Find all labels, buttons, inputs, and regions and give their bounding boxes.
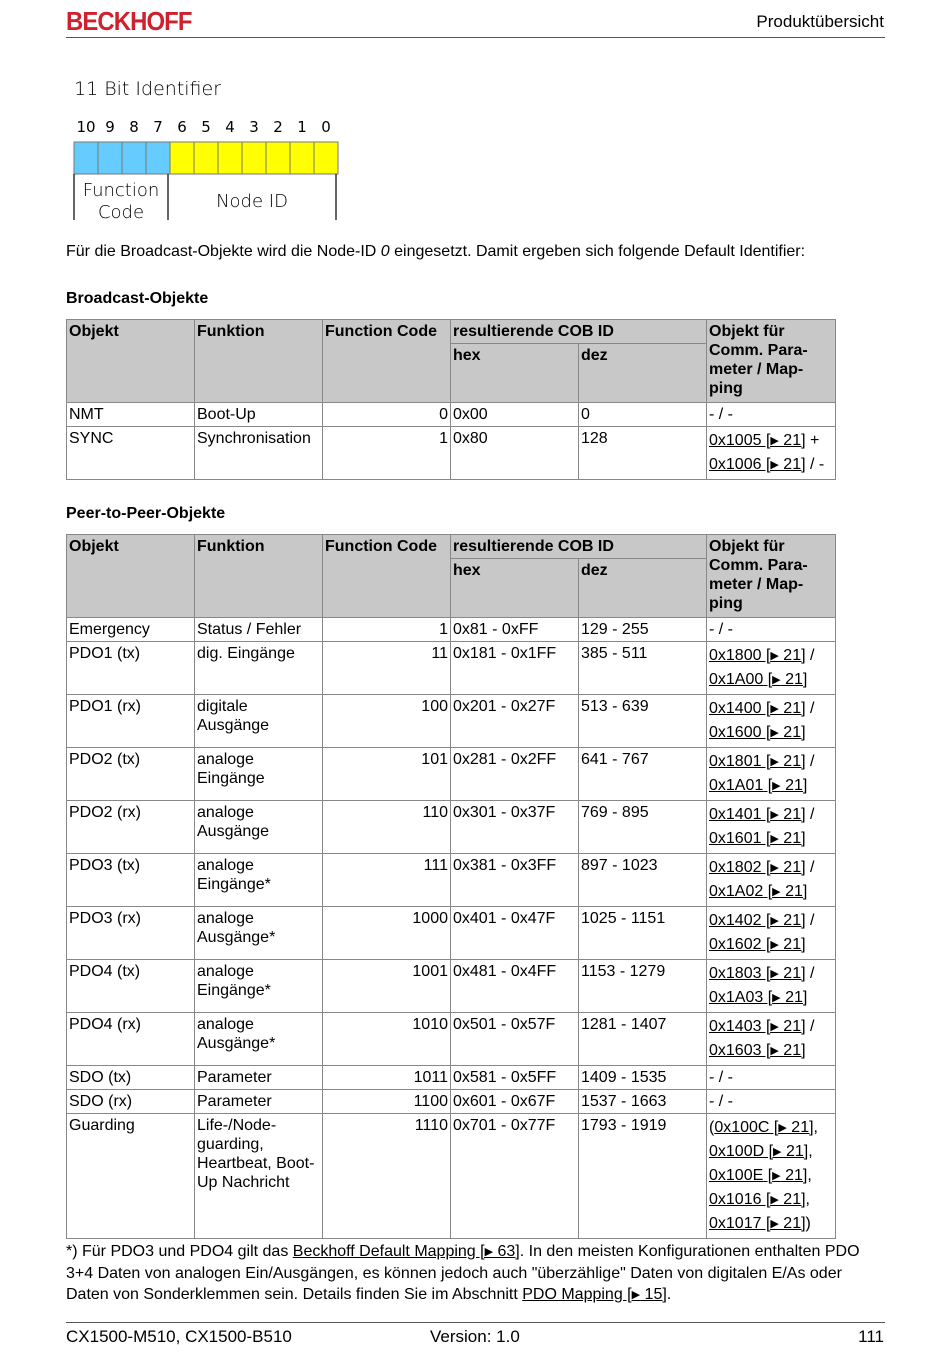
play-arrow-icon: ▶ (484, 1246, 494, 1258)
footer-product: CX1500-M510, CX1500-B510 (66, 1327, 292, 1346)
table-row: SDO (rx) Parameter 1100 0x601 - 0x67F 1537 - 1663 - / - (67, 1090, 836, 1114)
header-cob-id: resultierende COB ID (451, 535, 707, 559)
table-header-row (67, 535, 836, 559)
link-0x1a02[interactable]: 0x1A02 [▶ 21] (709, 883, 808, 900)
beckhoff-logo: BECKHOFF (66, 6, 192, 36)
footer-rule (66, 1322, 885, 1323)
p2p-heading: Peer-to-Peer-Objekte (66, 505, 226, 522)
link-0x100d[interactable]: 0x100D [▶ 21] (709, 1143, 809, 1160)
play-arrow-icon: ▶ (772, 780, 781, 792)
play-arrow-icon: ▶ (770, 459, 779, 471)
play-arrow-icon: ▶ (772, 886, 781, 898)
link-0x1006[interactable]: 0x1006 [▶ 21] (709, 456, 806, 473)
link-0x1800[interactable]: 0x1800 [▶ 21] (709, 647, 806, 664)
header-function-code: Function Code (323, 535, 451, 618)
table-row: SYNC Synchronisation 1 0x80 128 0x1005 [▶ 21] + 0x1006 [▶ 21] / - (67, 427, 836, 480)
play-arrow-icon: ▶ (770, 650, 779, 662)
table-row: PDO3 (rx) analoge Ausgänge* 1000 0x401 - 0x47F 1025 - 1151 0x1402 [▶ 21] / 0x1602 [▶ 21] (67, 907, 836, 960)
header-rule (66, 37, 885, 38)
node-id-bit-cell (194, 142, 218, 174)
bit-label: 7 (153, 118, 163, 136)
bit-label: 9 (105, 118, 115, 136)
link-0x100c[interactable]: 0x100C [▶ 21] (714, 1119, 814, 1136)
link-0x1602[interactable]: 0x1602 [▶ 21] (709, 936, 806, 953)
bit-label: 6 (177, 118, 187, 136)
link-0x1600[interactable]: 0x1600 [▶ 21] (709, 724, 806, 741)
play-arrow-icon: ▶ (770, 915, 779, 927)
link-0x1802[interactable]: 0x1802 [▶ 21] (709, 859, 806, 876)
broadcast-heading: Broadcast-Objekte (66, 290, 209, 307)
header-function-code: Function Code (323, 320, 451, 403)
play-arrow-icon: ▶ (770, 756, 779, 768)
link-pdo-mapping[interactable]: PDO Mapping [▶ 15] (522, 1286, 667, 1303)
bit-label: 8 (129, 118, 139, 136)
bit-identifier-diagram (66, 70, 366, 230)
link-0x1017[interactable]: 0x1017 [▶ 21] (709, 1215, 806, 1232)
link-beckhoff-default-mapping[interactable]: Beckhoff Default Mapping [▶ 63] (292, 1243, 520, 1260)
node-id-bit-cell (218, 142, 242, 174)
play-arrow-icon: ▶ (770, 1045, 779, 1057)
node-id-bit-cell (266, 142, 290, 174)
table-row: PDO1 (rx) digitale Ausgänge 100 0x201 - 0x27F 513 - 639 0x1400 [▶ 21] / 0x1600 [▶ 21] (67, 695, 836, 748)
link-0x1401[interactable]: 0x1401 [▶ 21] (709, 806, 806, 823)
play-arrow-icon: ▶ (773, 1146, 782, 1158)
play-arrow-icon: ▶ (772, 1170, 781, 1182)
bit-label: 4 (225, 118, 235, 136)
header-dez: dez (579, 344, 707, 403)
node-id-label: Node ID (216, 191, 288, 212)
header-funktion: Funktion (195, 320, 323, 403)
section-title: Produktübersicht (756, 12, 884, 31)
play-arrow-icon: ▶ (770, 1021, 779, 1033)
header-funktion: Funktion (195, 535, 323, 618)
bit-label: 3 (249, 118, 259, 136)
table-row: PDO3 (tx) analoge Eingänge* 111 0x381 - 0x3FF 897 - 1023 0x1802 [▶ 21] / 0x1A02 [▶ 21] (67, 854, 836, 907)
p2p-table (66, 534, 836, 1239)
header-hex: hex (451, 559, 579, 618)
link-0x1803[interactable]: 0x1803 [▶ 21] (709, 965, 806, 982)
header-cob-id: resultierende COB ID (451, 320, 707, 344)
bit-label: 2 (273, 118, 283, 136)
link-0x1403[interactable]: 0x1403 [▶ 21] (709, 1018, 806, 1035)
play-arrow-icon: ▶ (770, 727, 779, 739)
table-row: PDO1 (tx) dig. Eingänge 11 0x181 - 0x1FF 385 - 511 0x1800 [▶ 21] / 0x1A00 [▶ 21] (67, 642, 836, 695)
footnote: *) Für PDO3 und PDO4 gilt das Beckhoff Default Mapping [▶ 63]. In den meisten Konfigurationen enthalten PDO 3+4 Daten von analogen Ein/Ausgängen, es können jedoch auch "überzählige" Daten von digitalen E/As oder Daten von Sonderklemmen sein. Details finden Sie im Abschnitt PDO Mapping [▶ 15]. (66, 1243, 860, 1303)
play-arrow-icon: ▶ (778, 1122, 787, 1134)
broadcast-table (66, 319, 836, 480)
play-arrow-icon: ▶ (770, 1218, 779, 1230)
play-arrow-icon: ▶ (770, 862, 779, 874)
play-arrow-icon: ▶ (770, 809, 779, 821)
footer-version: Version: 1.0 (430, 1327, 520, 1346)
play-arrow-icon: ▶ (770, 833, 779, 845)
header-hex: hex (451, 344, 579, 403)
link-0x1a00[interactable]: 0x1A00 [▶ 21] (709, 671, 808, 688)
table-row: Emergency Status / Fehler 1 0x81 - 0xFF 129 - 255 - / - (67, 618, 836, 642)
table-row: PDO2 (rx) analoge Ausgänge 110 0x301 - 0x37F 769 - 895 0x1401 [▶ 21] / 0x1601 [▶ 21] (67, 801, 836, 854)
table-row: SDO (tx) Parameter 1011 0x581 - 0x5FF 1409 - 1535 - / - (67, 1066, 836, 1090)
table-row: NMT Boot-Up 0 0x00 0 - / - (67, 403, 836, 427)
function-code-bit-cell (98, 142, 122, 174)
header-objekt: Objekt (67, 535, 195, 618)
play-arrow-icon: ▶ (770, 939, 779, 951)
header-objekt: Objekt (67, 320, 195, 403)
play-arrow-icon: ▶ (770, 968, 779, 980)
table-row: Guarding Life-/Node-guarding, Heartbeat, Boot-Up Nachricht 1110 0x701 - 0x77F 1793 - 1919 (0x100C [▶ 21], 0x100D [▶ 21], 0x100E [▶ 21], 0x1016 [▶ 21], 0x1017 [▶ 21]) (67, 1114, 836, 1239)
function-code-bit-cell (74, 142, 98, 174)
table-row: PDO4 (rx) analoge Ausgänge* 1010 0x501 - 0x57F 1281 - 1407 0x1403 [▶ 21] / 0x1603 [▶ 21] (67, 1013, 836, 1066)
link-0x1603[interactable]: 0x1603 [▶ 21] (709, 1042, 806, 1059)
link-0x1601[interactable]: 0x1601 [▶ 21] (709, 830, 806, 847)
play-arrow-icon: ▶ (770, 1194, 779, 1206)
table-row: PDO2 (tx) analoge Eingänge 101 0x281 - 0x2FF 641 - 767 0x1801 [▶ 21] / 0x1A01 [▶ 21] (67, 748, 836, 801)
link-0x100e[interactable]: 0x100E [▶ 21] (709, 1167, 808, 1184)
header-comm: Objekt für Comm. Para-meter / Map-ping (707, 320, 836, 403)
bit-label: 5 (201, 118, 211, 136)
play-arrow-icon: ▶ (770, 703, 779, 715)
link-0x1a03[interactable]: 0x1A03 [▶ 21] (709, 989, 808, 1006)
header-comm: Objekt für Comm. Para-meter / Map-ping (707, 535, 836, 618)
intro-text: Für die Broadcast-Objekte wird die Node-ID 0 eingesetzt. Damit ergeben sich folgende Default Identifier: (66, 243, 806, 260)
node-id-bit-cell (242, 142, 266, 174)
function-code-bit-cell (122, 142, 146, 174)
bit-label: 1 (297, 118, 307, 136)
link-0x1402[interactable]: 0x1402 [▶ 21] (709, 912, 806, 929)
node-id-bit-cell (170, 142, 194, 174)
play-arrow-icon: ▶ (631, 1289, 641, 1301)
table-row: PDO4 (tx) analoge Eingänge* 1001 0x481 - 0x4FF 1153 - 1279 0x1803 [▶ 21] / 0x1A03 [▶ 21] (67, 960, 836, 1013)
play-arrow-icon: ▶ (772, 992, 781, 1004)
link-0x1801[interactable]: 0x1801 [▶ 21] (709, 753, 806, 770)
play-arrow-icon: ▶ (772, 674, 781, 686)
function-code-label-2: Code (97, 202, 145, 223)
link-0x1a01[interactable]: 0x1A01 [▶ 21] (709, 777, 808, 794)
diagram-title: 11 Bit Identifier (74, 78, 222, 100)
link-0x1016[interactable]: 0x1016 [▶ 21] (709, 1191, 806, 1208)
link-0x1005[interactable]: 0x1005 [▶ 21] (709, 432, 806, 449)
node-id-bit-cell (290, 142, 314, 174)
link-0x1400[interactable]: 0x1400 [▶ 21] (709, 700, 806, 717)
node-id-bit-cell (314, 142, 338, 174)
function-code-label-1: Function (82, 180, 160, 201)
bit-label: 10 (76, 118, 96, 136)
play-arrow-icon: ▶ (770, 435, 779, 447)
bit-label: 0 (321, 118, 331, 136)
function-code-bit-cell (146, 142, 170, 174)
footer-page-number: 111 (858, 1327, 884, 1346)
header-dez: dez (579, 559, 707, 618)
table-header-row (67, 320, 836, 344)
